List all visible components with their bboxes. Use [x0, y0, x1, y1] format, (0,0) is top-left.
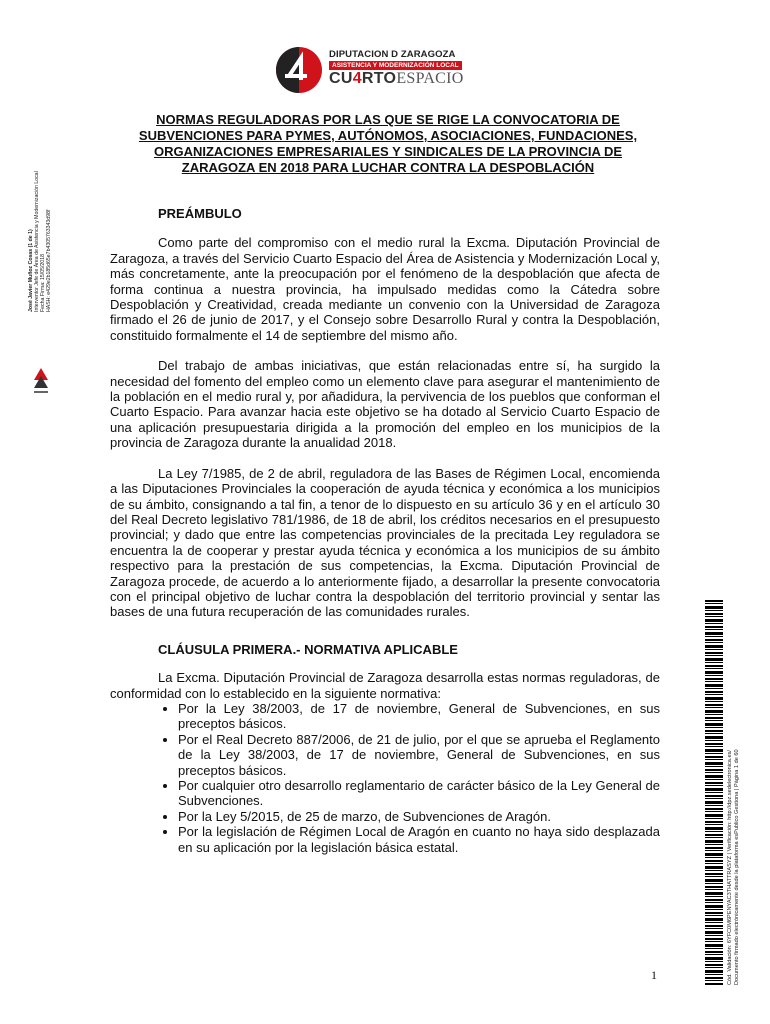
clausula-heading: CLÁUSULA PRIMERA.- NORMATIVA APLICABLE [158, 641, 458, 657]
title-line: NORMAS REGULADORAS POR LAS QUE SE RIGE LA CONVOCATORIA DE [156, 112, 620, 127]
validation-block [705, 600, 749, 985]
signature-date: Fecha Firma: 15/05/2018 [40, 254, 46, 312]
list-item: • Por la Ley 38/2003, de 17 de noviembre, General de Subvenciones, en sus preceptos básicos. [178, 701, 660, 732]
signature-hash: HASH: e429e2b185d65e7b4305763343d98f [46, 209, 52, 312]
page-number: 1 [651, 968, 657, 982]
list-item: • Por la Ley 5/2015, de 25 de marzo, de Subvenciones de Aragón. [178, 809, 660, 824]
document-title [108, 112, 668, 176]
title-line: ZARAGOZA EN 2018 PARA LUCHAR CONTRA LA DESPOBLACIÓN [181, 160, 595, 175]
normativa-list [110, 701, 660, 855]
list-item: • Por cualquier otro desarrollo reglamentario de carácter básico de la Ley General de Subvenciones. [178, 778, 660, 809]
platform-note: Documento firmado electrónicamente desde la plataforma esPublico Gestiona | Página 1 de 60 [734, 749, 740, 985]
logo-title: DIPUTACION D ZARAGOZA [329, 49, 456, 60]
paragraph-2: Del trabajo de ambas iniciativas, que están relacionadas entre sí, ha surgido la necesidad del fomento del empleo como un elemento clave para asegurar el mantenimiento de la población en el medio rural y, por añadidura, la pervivencia de los pueblos que conforman el Cuarto Espacio. Para avanzar hacia este objetivo se ha dotado al Servicio Cuarto Espacio de una aplicación presupuestaria dirigida a la promoción del empleo en los municipios de la provincia de Zaragoza durante la anualidad 2018. [110, 358, 660, 451]
signer-name: José Javier Muñoz Cosas (1 de 1) [28, 229, 34, 312]
logo-cuarto-espacio: CU4RTOESPACIO [329, 70, 464, 87]
paragraph-1: Como parte del compromiso con el medio rural la Excma. Diputación Provincial de Zaragoza, a través del Servicio Cuarto Espacio del Área de Asistencia y Modernización Local y, más concretamente, ante la preocupación por el fenómeno de la despoblación que afecta de forma continua a nuestra provincia, ha impulsado medidas como la Cátedra sobre Despoblación y Creatividad, creada mediante un convenio con la Universidad de Zaragoza firmado el 26 de junio de 2017, y el Consejo sobre Desarrollo Rural y contra la Despoblación, constituido formalmente el 14 de septiembre del mismo año. [110, 235, 660, 343]
preambulo-heading: PREÁMBULO [158, 206, 242, 221]
diputacion-logo [275, 46, 475, 98]
validation-code: Cód. Validación: 6YFC0M6PENYAC3THATTRASYZ | Verificación: http://dpz.sedelectronica.es/ [727, 750, 733, 985]
barcode-icon [705, 600, 723, 985]
signature-block [28, 140, 52, 390]
title-line: ORGANIZACIONES EMPRESARIALES Y SINDICALES DE LA PROVINCIA DE [153, 144, 623, 159]
title-line: SUBVENCIONES PARA PYMES, AUTÓNOMOS, ASOCIACIONES, FUNDACIONES, [138, 128, 638, 143]
paragraph-3: La Ley 7/1985, de 2 de abril, reguladora de las Bases de Régimen Local, encomienda a las Diputaciones Provinciales la cooperación de ayuda técnica y económica a los municipios de su ámbito, consignando a tal fin, a tenor de lo dispuesto en su artículo 36 y en el artículo 30 del Real Decreto legislativo 781/1986, de 18 de abril, los créditos necesarios en el presupuesto provincial; y dado que entre las competencias provinciales de la precitada Ley reguladora se encuentra la de cooperar y prestar ayuda técnica y económica a los municipios de su ámbito respectivo para la prestación de sus competencias, la Excma. Diputación Provincial de Zaragoza procede, de acuerdo a lo anteriormente fijado, a desarrollar la presente convocatoria con el principal objetivo de luchar contra la despoblación del territorio provincial y sentar las bases de una futura recuperación de las comunidades rurales. [110, 465, 660, 620]
logo-subtitle: ASISTENCIA Y MODERNIZACIÓN LOCAL [329, 61, 462, 70]
logo-mark-icon [275, 46, 323, 94]
signer-role: Interventor Jefe de Área de Asistencia y Modernización Local [34, 171, 40, 312]
list-item: • Por el Real Decreto 887/2006, de 21 de julio, por el que se aprueba el Reglamento de la Ley 38/2003, de 17 de noviembre, General de Subvenciones, en sus preceptos básicos. [178, 732, 660, 778]
stamp-icon [32, 366, 50, 396]
list-item: • Por la legislación de Régimen Local de Aragón en cuanto no haya sido desplazada en su aplicación por la legislación básica estatal. [178, 824, 660, 855]
document-body [110, 206, 660, 855]
paragraph-4: La Excma. Diputación Provincial de Zaragoza desarrolla estas normas reguladoras, de conformidad con lo establecido en la siguiente normativa: [110, 670, 660, 701]
